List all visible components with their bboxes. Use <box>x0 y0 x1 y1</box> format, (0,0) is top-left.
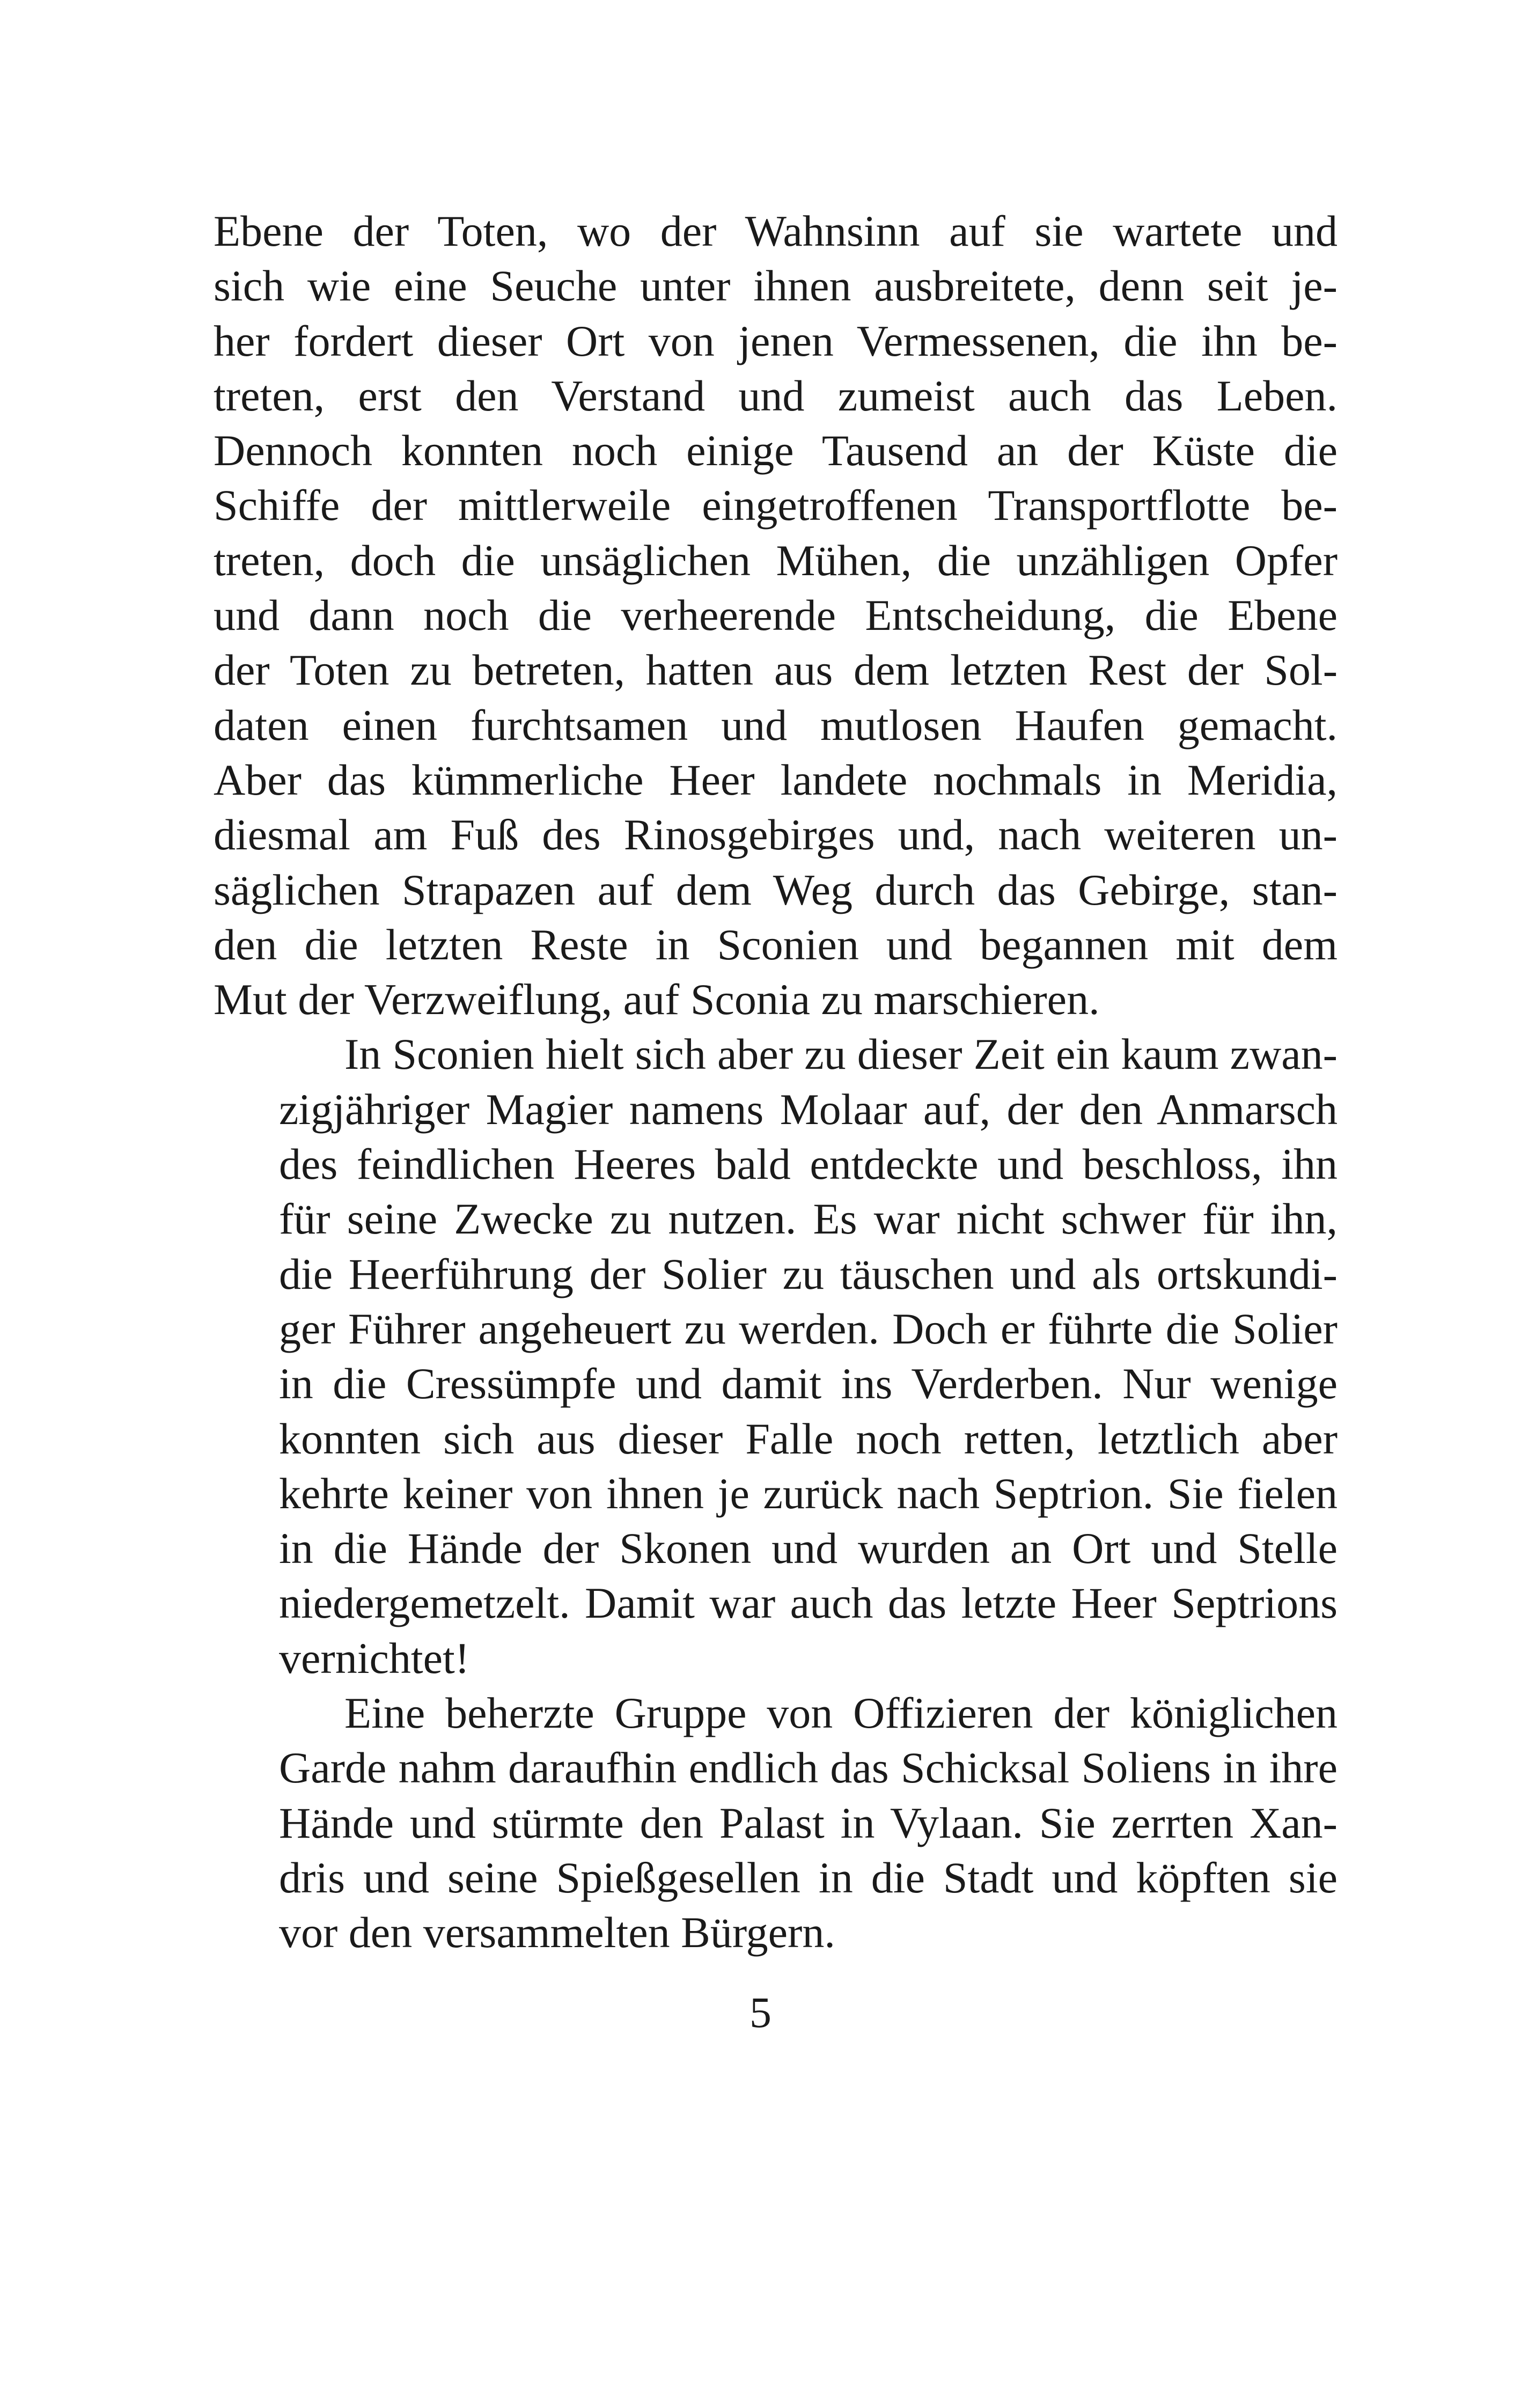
text-line: Schiffe der mittlerweile eingetroffenen Transportflotte be- <box>214 481 1338 530</box>
text-line: sich wie eine Seuche unter ihnen ausbreitete, denn seit je- <box>214 261 1338 311</box>
text-line: den die letzten Reste in Sconien und begannen mit dem <box>214 920 1338 969</box>
paragraph <box>214 1686 1338 1960</box>
text-line: des feindlichen Heeres bald entdeckte und beschloss, ihn <box>279 1140 1338 1189</box>
paragraph <box>214 1027 1338 1686</box>
text-line: her fordert dieser Ort von jenen Vermessenen, die ihn be- <box>214 316 1338 365</box>
text-line: Hände und stürmte den Palast in Vylaan. Sie zerrten Xan- <box>279 1798 1338 1847</box>
body-text <box>214 204 1338 1961</box>
text-line: Garde nahm daraufhin endlich das Schicksal Soliens in ihre <box>279 1743 1338 1793</box>
text-line: zigjähriger Magier namens Molaar auf, der den Anmarsch <box>279 1084 1338 1134</box>
text-line: treten, erst den Verstand und zumeist auch das Leben. <box>214 371 1338 420</box>
page-number: 5 <box>750 1988 771 2037</box>
text-line: die Heerführung der Solier zu täuschen und als ortskundi- <box>279 1249 1338 1298</box>
text-line: säglichen Strapazen auf dem Weg durch das Gebirge, stan- <box>214 865 1338 914</box>
text-line: Mut der Verzweiflung, auf Sconia zu marschieren. <box>214 975 1100 1024</box>
text-line: ger Führer angeheuert zu werden. Doch er führte die Solier <box>279 1304 1338 1353</box>
text-line: vor den versammelten Bürgern. <box>279 1908 835 1957</box>
text-line: Aber das kümmerliche Heer landete nochmals in Meridia, <box>214 755 1338 804</box>
text-line: kehrte keiner von ihnen je zurück nach Septrion. Sie fielen <box>279 1469 1338 1518</box>
text-line: Eine beherzte Gruppe von Offizieren der königlichen <box>344 1688 1338 1738</box>
text-line: In Sconien hielt sich aber zu dieser Zeit ein kaum zwan- <box>344 1030 1338 1079</box>
text-line: in die Hände der Skonen und wurden an Ort und Stelle <box>279 1524 1338 1573</box>
paragraph <box>214 204 1338 1027</box>
text-line: der Toten zu betreten, hatten aus dem letzten Rest der Sol- <box>214 645 1338 695</box>
text-line: niedergemetzelt. Damit war auch das letzte Heer Septrions <box>279 1579 1338 1628</box>
text-line: diesmal am Fuß des Rinosgebirges und, nach weiteren un- <box>214 810 1338 860</box>
text-line: daten einen furchtsamen und mutlosen Haufen gemacht. <box>214 700 1338 750</box>
text-line: und dann noch die verheerende Entscheidung, die Ebene <box>214 591 1338 640</box>
text-line: in die Cressümpfe und damit ins Verderben. Nur wenige <box>279 1359 1338 1408</box>
text-line: für seine Zwecke zu nutzen. Es war nicht schwer für ihn, <box>279 1194 1338 1244</box>
text-line: dris und seine Spießgesellen in die Stadt und köpften sie <box>279 1853 1338 1902</box>
text-line: konnten sich aus dieser Falle noch retten, letztlich aber <box>279 1414 1338 1463</box>
text-line: treten, doch die unsäglichen Mühen, die unzähligen Opfer <box>214 535 1338 585</box>
text-line: Ebene der Toten, wo der Wahnsinn auf sie wartete und <box>214 207 1338 255</box>
text-line: Dennoch konnten noch einige Tausend an der Küste die <box>214 426 1338 475</box>
text-line: vernichtet! <box>279 1633 470 1683</box>
